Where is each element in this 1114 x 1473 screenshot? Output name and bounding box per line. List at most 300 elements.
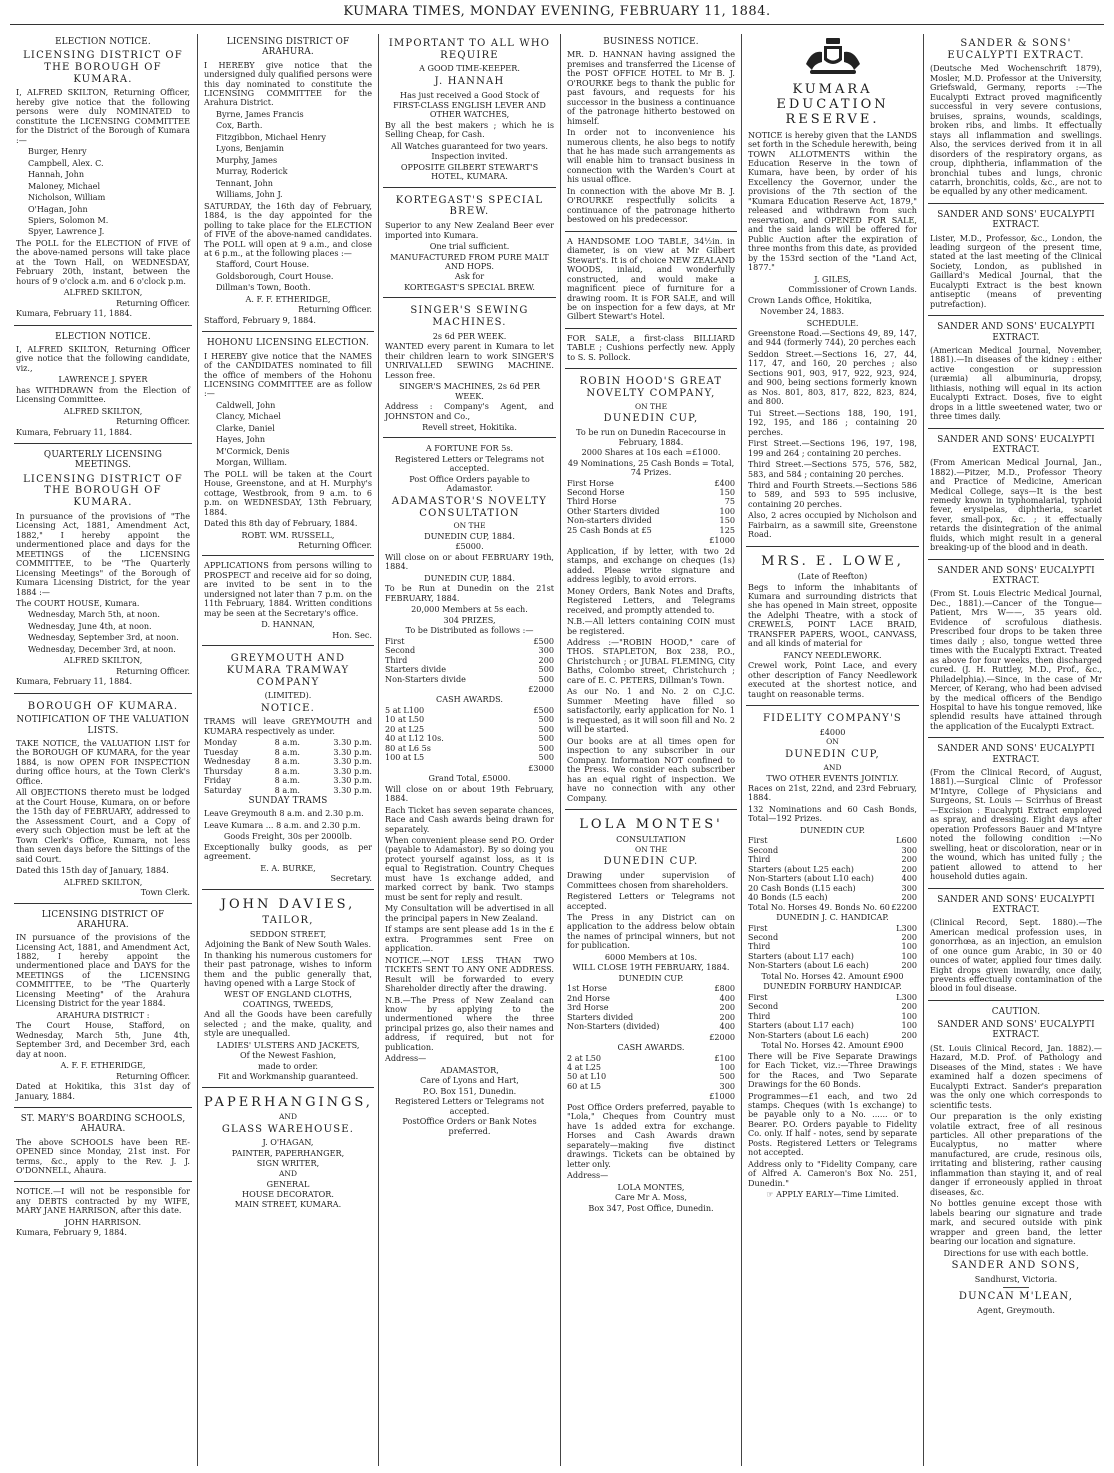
prize-label: First Horse: [567, 477, 614, 488]
signature-role: Returning Officer.: [116, 416, 190, 427]
ad-heading: HOHONU LICENSING ELECTION.: [207, 338, 369, 349]
ad-subheading: A GOOD TIME-KEEPER.: [419, 63, 520, 74]
prize-value: 200: [901, 863, 917, 874]
ad-body: Crewel work, Point Lace, and every other description of Fancy Needlework executed at the shortest notice, and taught on reasonable terms.: [748, 660, 917, 699]
pm-time: 3.30 p.m.: [333, 746, 372, 757]
prize-value: 150: [719, 515, 735, 526]
prize-value: L300: [896, 991, 917, 1002]
ad-subheading: 304 PRIZES,: [443, 614, 496, 625]
ad-heading: ELECTION NOTICE.: [55, 331, 151, 342]
prize-table: [567, 479, 735, 536]
masthead: KUMARA TIMES, MONDAY EVENING, FEBRUARY 11, 1884.: [10, 0, 1104, 25]
ad-heading: LICENSING DISTRICT OF ARAHURA.: [41, 909, 165, 930]
ad-body: AND: [279, 1168, 297, 1178]
prize-value: £400: [714, 477, 735, 488]
ad-body: N.B.—The Press of New Zealand can know by applying to the undermentioned where the three principal prizes go, also their names and address, if required, but not for publication.: [385, 994, 554, 1052]
valuation-lists: [14, 697, 192, 904]
ad-body: (From American Medical Journal, Jan., 1882).—Pitzer, M.D., Professor Theory and Practice of Medicine, American Medical College, says—It is the best remedy known in typhomalarial, typhoid fever, erysipelas, diphtheria, scarlet fever, small-pox, &c. ; it effectually retards the disintegration of the animal fluids, which might result in a general breaking-up of the blood and in death.: [930, 457, 1102, 553]
prize-total-row: [748, 903, 917, 912]
ad-body: SIGN WRITER,: [256, 1158, 320, 1169]
ad-subheading: KORTEGAST'S SPECIAL BREW.: [404, 281, 535, 292]
award-label: 50 at L10: [567, 1071, 607, 1082]
apply-early: [748, 1190, 917, 1199]
prize-value: £800: [714, 983, 735, 994]
ad-title: KORTEGAST'S SPECIAL BREW.: [395, 194, 544, 218]
ad-body: Our books are at all times open for inspection to any subscriber in our Company. Information NOT confined to the Press. We consider each subscriber has an equal right of inspection. We have no connection with any other Company.: [567, 735, 735, 803]
signature: ALFRED SKILTON,: [63, 876, 143, 887]
signature: A. F. F. ETHERIDGE,: [60, 1060, 146, 1071]
ad-body: The POLL for the ELECTION of FIVE of the above-named persons will take place at the Town Hall, on WEDNESDAY, February 20th, instant, between the hours of 9 o'clock a.m. and 6 o'clock p.m.: [16, 237, 190, 286]
candidate-name: Williams, John J.: [216, 189, 283, 200]
pm-time: 3.30 p.m.: [333, 765, 372, 776]
ad-title: NOTICE.: [260, 702, 316, 714]
ad-subheading: WILL CLOSE 19TH FEBRUARY, 1884.: [572, 962, 730, 973]
prize-label: Non-Starters (about L6 each): [748, 1029, 869, 1040]
ad-body: Address—: [567, 1170, 609, 1181]
prize-value: 400: [719, 1021, 735, 1032]
ad-body: GENERAL: [266, 1178, 310, 1189]
ad-body: As our No. 1 and No. 2 on C.J.C. Summer Meeting have filled so satisfactorily, early application for No. 1 is requested, as it will soon fill and No. 2 will be started.: [567, 686, 735, 735]
ad-body: Address—: [385, 1053, 427, 1064]
ad-title: KUMARA EDUCATION RESERVE.: [776, 82, 889, 128]
prize-label: Starters (about L25 each): [748, 863, 854, 874]
prize-total: Total No. Horses 42. Amount £900: [761, 1040, 904, 1051]
day: Saturday: [204, 784, 242, 795]
ad-body: 20,000 Members at 5s each.: [411, 604, 528, 615]
prize-value: 200: [719, 1002, 735, 1013]
candidate-name: Murphy, James: [216, 154, 278, 165]
ad-body: (St. Louis Clinical Record, Jan. 1882).—Hazard, M.D. Prof. of Pathology and Diseases of the Mind, states : We have examined half a dozen specimens of Eucalypti Extract. Sander's preparation was the only one which corresponds to scientific tests.: [930, 1042, 1102, 1110]
ad-subheading: OPPOSITE GILBERT STEWART'S HOTEL, KUMARA.: [400, 161, 539, 182]
day: Wednesday: [204, 756, 251, 767]
ad-body: If stamps are sent please add 1s in the £ extra. Programmes sent Free on application.: [385, 924, 554, 954]
prize-value: 200: [901, 932, 917, 942]
agent-location: Agent, Greymouth.: [977, 1304, 1055, 1315]
prize-value: 200: [538, 654, 554, 665]
prize-value: L600: [896, 835, 917, 846]
boarding-schools: [14, 1111, 192, 1182]
ad-body: Each Ticket has seven separate chances, Race and Cash awards being drawn for separately.: [385, 804, 554, 834]
ad-body: 2000 Shares at 10s each =£1000.: [581, 447, 721, 458]
prize-value: 500: [538, 664, 554, 675]
ad-body: Care of Lyons and Hart,: [420, 1075, 519, 1086]
ad-subheading: DUNEDIN FORBURY HANDICAP.: [763, 981, 902, 992]
royal-crest-icon: [798, 36, 868, 80]
prize-value: 400: [719, 992, 735, 1003]
robin-hood-company: [565, 372, 737, 810]
ad-body: The above SCHOOLS have been RE-OPENED since Monday, 21st inst. For terms, &c., apply to the Rev. J. J. O'DONNELL, Ahaura.: [16, 1136, 190, 1175]
ad-body: Crown Lands Office, Hokitika,: [748, 294, 872, 305]
award-label: 2 at L50: [567, 1052, 602, 1063]
award-value: £500: [533, 704, 554, 715]
ad-body: Address :—"ROBIN HOOD," care of THOS. STAPLETON, Box 238, P.O., Christchurch ; or JUBAL FLEMING, City Baths, Colombo street, Christchurch ; care of E. C. PETERS, Dillman's Town.: [567, 637, 735, 685]
ad-body: Care Mr A. Moss,: [614, 1192, 687, 1203]
ad-body: Will close on or about FEBRUARY 19th, 1884.: [385, 551, 554, 572]
schedule-item: Tui Street.—Sections 188, 190, 191, 192, 195, and 186 ; containing 20 perches.: [748, 407, 917, 437]
prize-label: Starters divided: [567, 1011, 634, 1022]
prize-label: Non-Starters (divided): [567, 1021, 660, 1032]
ad-subheading: 2s 6d PER WEEK.: [432, 330, 507, 341]
paperhangings: [202, 1091, 374, 1215]
ad-body: ON THE: [453, 521, 486, 531]
pm-time: 3.30 p.m.: [333, 784, 372, 795]
column-3: [383, 34, 556, 1466]
candidate-name: M'Cormick, Denis: [216, 445, 290, 456]
ad-heading: ELECTION NOTICE.: [55, 37, 151, 47]
ad-subheading: CASH AWARDS.: [617, 1042, 685, 1053]
candidate-name: LAWRENCE J. SPYER: [58, 374, 148, 385]
candidate-name: Clancy, Michael: [216, 411, 281, 422]
am-time: 8 a.m.: [274, 775, 300, 786]
ad-subheading: DUNEDIN CUP.: [799, 824, 866, 835]
ad-subheading: CASH AWARDS.: [436, 694, 503, 705]
prize-label: Non-Starters (about L10 each): [748, 873, 874, 884]
prize-value: 300: [538, 645, 554, 656]
quarterly-meetings: [14, 447, 192, 694]
prize-value: £500: [533, 635, 554, 646]
ad-title: ADAMASTOR'S NOVELTY CONSULTATION: [391, 495, 548, 519]
signature-role: Returning Officer.: [116, 1070, 190, 1081]
prize-value: 100: [901, 941, 917, 952]
ad-title: LICENSING DISTRICT OF THE BOROUGH OF KUMARA.: [23, 50, 183, 85]
signature: ALFRED SKILTON,: [63, 405, 143, 416]
candidate-name: Murray, Roderick: [216, 166, 288, 177]
ad-body: Our preparation is the only existing volatile extract, free of all resinous particles. All other preparations of the Eucalyptus, no matter where manufactured, are crude, resinous oils, irritating and blistering, rather causing inflammation than staying it, and of real danger if erroneously applied in throat diseases, &c.: [930, 1111, 1102, 1197]
prize-label: 1st Horse: [567, 983, 607, 994]
ad-date: Kumara, February 11, 1884.: [16, 426, 133, 437]
meeting-date: Wednesday, September 3rd, at noon.: [28, 632, 179, 643]
ad-body: My Consultation will be advertised in all the principal papers in New Zealand.: [385, 903, 554, 923]
column-rule: [378, 34, 379, 1466]
award-label: 100 at L5: [385, 752, 425, 763]
ad-body: Inspection invited.: [431, 151, 508, 162]
ad-subheading: DUNEDIN J. C. HANDICAP.: [776, 912, 889, 923]
ad-subheading: SEDDON STREET,: [249, 928, 327, 939]
am-time: 8 a.m.: [274, 784, 300, 795]
award-value: 100: [719, 1062, 735, 1073]
ad-body: To be run on Dunedin Racecourse in February, 1884.: [576, 427, 726, 447]
prize-label: Second: [385, 645, 416, 656]
debts-notice: [14, 1185, 192, 1243]
ad-body: FOR SALE, a first-class BILLIARD TABLE ; Cushions perfectly new. Apply to S. S. Pollock.: [567, 332, 735, 362]
award-label: 10 at L50: [385, 714, 425, 725]
prize-total: £2000: [709, 1031, 735, 1042]
ad-body: Fit and Workmanship guaranteed.: [217, 1071, 359, 1082]
ad-heading: QUARTERLY LICENSING MEETINGS.: [43, 450, 163, 471]
prize-label: First: [748, 991, 768, 1002]
ad-heading: NOTIFICATION OF THE VALUATION LISTS.: [16, 715, 190, 736]
pm-time: 3.30 p.m.: [333, 756, 372, 767]
candidate-name: Nicholson, William: [28, 192, 106, 203]
ad-body: Races on 21st, 22nd, and 23rd February, 1884.: [748, 782, 917, 803]
award-total: £1000: [709, 1091, 735, 1102]
ad-heading: CAUTION.: [991, 1006, 1041, 1017]
ad-body: The Press in any District can on application to the address below obtain the names of principal winners, but not for publication.: [567, 911, 735, 951]
ad-body: Revell street, Hokitika.: [422, 422, 517, 432]
ad-date: Stafford, February 9, 1884.: [204, 314, 316, 325]
ad-date: Dated at Hokitika, this 31st day of January, 1884.: [16, 1081, 190, 1101]
ad-body: SATURDAY, the 16th day of February, 1884, is the day appointed for the polling to take place for the ELECTION of FIVE of the above-named candidates. The POLL will open at 9 a.m., and close at 6 p.m., at the following places :—: [204, 200, 372, 258]
ad-subheading: £5000.: [455, 541, 484, 552]
business-notice: [565, 34, 737, 232]
ad-body: Superior to any New Zealand Beer ever imported into Kumara.: [385, 220, 554, 240]
tramway-company: [202, 649, 374, 890]
prize-label: Third: [748, 1010, 771, 1021]
ad-title: SANDER AND SONS' EUCALYPTI EXTRACT.: [937, 434, 1095, 455]
singer-machines: [383, 301, 556, 438]
cash-awards-table: [567, 1054, 735, 1092]
signature-role: Secretary.: [330, 873, 372, 884]
ad-title: SANDER & SONS' EUCALYPTI EXTRACT.: [947, 38, 1085, 61]
award-value: 500: [538, 742, 554, 753]
prize-label: Non-starters divided: [567, 515, 652, 526]
ad-body: Box 347, Post Office, Dunedin.: [588, 1202, 714, 1213]
ad-title: GREYMOUTH AND KUMARA TRAMWAY COMPANY: [226, 653, 350, 688]
prize-label: Third: [385, 654, 408, 665]
ad-title: SANDER AND SONS' EUCALYPTI EXTRACT.: [937, 565, 1095, 587]
prize-label: First: [385, 635, 405, 646]
schedule-item: Also, 2 acres occupied by Nicholson and Fairbairn, as a sawmill site, Greenstone Road.: [748, 510, 917, 540]
eucalypti-ad: [928, 207, 1104, 316]
ad-body: (Deutsche Med Wochenschrift 1879), Mosler, M.D. Professor at the University, Griefswald, Germany, reports :—The Eucalypti Extract proved magnificently successful in very severe contusions, bruises, sprains, wounds, scaldings, broken ribs, and limbs. It effectually stays all inflammation and swellings. Also, the services derived from it in all disorders of the respiratory organs, as croup, diphtheria, inflammation of the bronchial tubes and lungs, chronic catarrh, bronchitis, colds, &c., are not to be equalled by any other medicament.: [930, 63, 1102, 197]
table-row: [748, 903, 917, 912]
signature: ROBT. WM. RUSSELL,: [241, 529, 335, 540]
am-time: 8 a.m.: [274, 756, 300, 767]
ad-subheading: £4000: [819, 726, 846, 737]
candidate-name: Morgan, William.: [216, 457, 287, 468]
signature: ALFRED SKILTON,: [63, 287, 143, 298]
candidate-name: Lyons, Benjamin: [216, 143, 284, 154]
ad-body: MAIN STREET, KUMARA.: [234, 1199, 342, 1210]
signature: A. F. F. ETHERIDGE,: [245, 293, 331, 304]
ad-body: No bottles genuine except those with labels bearing our signature and trade mark, and secured outside with pink wrapper and green band, the letter bearing our location and signature.: [930, 1198, 1102, 1247]
table-row: [385, 675, 554, 684]
ad-subheading: A FORTUNE FOR 5s.: [425, 443, 514, 454]
ad-body: APPLICATIONS from persons willing to PROSPECT and receive aid for so doing, are invited to be sent in to the undersigned not later than 7 p.m. on the 11th February, 1884. Written conditions may be seen at the Secretary's office.: [204, 560, 372, 618]
table-row: [385, 753, 554, 762]
prize-value: 400: [901, 873, 917, 884]
ad-body: A HANDSOME LOO TABLE, 34½in. in diameter, is on view at Mr Gilbert Stewart's. It is of choice NEW ZEALAND WOODS, inlaid, and wonderfully constructed, and would make a magnificent piece of furniture for a drawing room. It is FOR SALE, and will be on inspection for a few days, at Mr Gilbert Stewart's Hotel.: [567, 235, 735, 322]
ad-body: Money Orders, Bank Notes and Drafts, Registered Letters, and Telegrams received, and promptly attended to.: [567, 585, 735, 615]
eucalypti-ad: [928, 432, 1104, 560]
ad-body: Application, if by letter, with two 2d stamps, and exchange on cheques (1s) added. Please write signature and address legibly, to avoid errors.: [567, 545, 735, 585]
ad-body: ON THE: [634, 844, 668, 854]
prize-value: 500: [538, 673, 554, 684]
adamastor-consultation: [383, 441, 556, 1141]
award-label: 60 at L5: [567, 1080, 602, 1091]
am-time: 8 a.m.: [274, 765, 300, 776]
ad-body: Programmes—£1 each, and two 2d stamps. Cheques (with 1s exchange) to be payable only to a No. ...... or to Bearer. P.O. Orders payable to Fidelity Co. only. If half - notes, send by separate Posts. Registered Letters or Telegrams not accepted.: [748, 1090, 917, 1158]
lola-montes-consultation: [565, 813, 737, 1218]
ad-subheading: TWO OTHER EVENTS JOINTLY.: [766, 772, 899, 783]
candidate-name: Spyer, Lawrence J.: [28, 226, 105, 237]
candidate-name: Maloney, Michael: [28, 180, 101, 191]
column-5: [746, 34, 919, 1466]
schedule-row: [204, 786, 372, 795]
ad-subheading: DUNEDIN CUP,: [603, 413, 699, 425]
prize-value: L300: [896, 922, 917, 933]
ad-body: 132 Nominations and 60 Cash Bonds, Total—192 Prizes.: [748, 803, 917, 824]
prize-label: Third: [748, 854, 771, 865]
prize-value: 300: [901, 844, 917, 855]
ad-body: Address : Company's Agent, and JOHNSTON and Co.,: [385, 401, 554, 421]
fidelity-company: [746, 709, 919, 1205]
ad-body: I HEREBY give notice that the NAMES of the CANDIDATES nominated to fill the office of members of the Hohonu LICENSING COMMITTEE are as follow :—: [204, 350, 372, 399]
signature-role: Returning Officer.: [116, 665, 190, 676]
ad-body: made to order.: [257, 1060, 318, 1071]
prize-value: 200: [901, 960, 917, 971]
ad-date: Kumara, February 9, 1884.: [16, 1227, 127, 1238]
ad-title: BOROUGH OF KUMARA.: [27, 700, 179, 712]
award-value: £100: [714, 1052, 735, 1063]
signature-role: Returning Officer.: [116, 297, 190, 308]
prize-table: [748, 836, 917, 902]
ad-body: PostOffice Orders or Bank Notes preferred.: [402, 1116, 537, 1136]
ad-body: Leave Kumara ... 8 a.m. and 2.30 p.m.: [204, 819, 361, 830]
pm-time: 3.30 p.m.: [333, 775, 372, 786]
education-reserve: [746, 34, 919, 547]
ad-body: P.O. Box 151, Dunedin.: [422, 1085, 517, 1096]
table-row: [748, 1031, 917, 1040]
pointing-hand-icon: ☞: [766, 1189, 777, 1200]
ad-body: When convenient please send P.O. Order (payable to Adamastor). By so doing you protect yourself against loss, as it is equal to Registration. Country Cheques must have 1s exchange added, and marked correct by bank. Two stamps must be sent for reply and result.: [385, 835, 554, 902]
candidate-name: O'Hagan, John: [28, 203, 88, 214]
ad-subheading: CONSULTATION: [616, 834, 686, 845]
apply-early-text: APPLY EARLY—Time Limited.: [776, 1189, 899, 1200]
candidate-name: Fitzgibbon, Michael Henry: [216, 131, 326, 142]
ad-body: In connection with the above Mr B. J. O'ROURKE respectfully solicits a continuance of the patronage hitherto bestowed on his predecessor.: [567, 185, 735, 225]
table-row: [567, 526, 735, 535]
prize-label: Second: [748, 1001, 779, 1012]
ad-body: Adjoining the Bank of New South Wales.: [204, 939, 372, 950]
prize-label: Third Horse: [567, 496, 617, 507]
signature: E. A. BURKE,: [260, 862, 316, 873]
ad-body: AND: [823, 762, 842, 772]
ad-body: Of the Newest Fashion,: [239, 1050, 337, 1061]
prize-label: Third: [748, 941, 771, 952]
signature-role: Commissioner of Crown Lands.: [788, 284, 917, 295]
prize-label: Second Horse: [567, 486, 625, 497]
ad-body: All Watches guaranteed for two years.: [391, 140, 548, 151]
polling-place: Goldsborough, Court House.: [216, 270, 334, 281]
prospecting-applications: [202, 559, 374, 646]
award-label: 40 at L12 10s.: [385, 733, 444, 744]
ad-body: has WITHDRAWN from the Election of Licensing Committee.: [16, 384, 190, 405]
ad-subheading: DUNEDIN CUP.: [603, 856, 699, 868]
ad-title: SANDER AND SONS' EUCALYPTI EXTRACT.: [937, 1020, 1095, 1041]
ad-subheading: WEST OF ENGLAND CLOTHS, COATINGS, TWEEDS,: [224, 989, 352, 1009]
ad-body: Has just received a Good Stock of: [400, 89, 539, 100]
prize-total: £2000: [528, 683, 554, 694]
ad-body: I, ALFRED SKILTON, Returning Officer give notice that the following candidate, viz.,: [16, 343, 190, 373]
table-row: [385, 646, 554, 655]
signature-role: Returning Officer.: [298, 304, 372, 315]
ad-body: Post Office Orders payable to Adamastor.: [409, 473, 530, 494]
ad-heading: ST. MARY'S BOARDING SCHOOLS, AHAURA.: [20, 1114, 186, 1135]
ad-subheading: DUNEDIN CUP,: [785, 749, 880, 761]
ad-body: Ask for: [454, 271, 485, 282]
ad-subheading: TAILOR,: [262, 914, 314, 926]
column-4: [565, 34, 737, 1466]
ad-body: NOTICE is hereby given that the LANDS set forth in the Schedule herewith, being TOWN ALLOTMENTS within the Education Reserve in the town of Kumara, have been, by order of his Excellency the Governor, under the provisions of the 7th section of the "Kumara Education Reserve Act, 1879," released and withdrawn from such reservation, and OPENED FOR SALE, and the said lands will be offered for Public Auction after the expiration of three months from this date, as provided by the 153rd section of the "Land Act, 1877.": [748, 129, 917, 273]
am-time: 8 a.m.: [274, 737, 300, 748]
arahura-meetings: [14, 907, 192, 1109]
ad-subheading: LOLA MONTES,: [617, 1181, 685, 1192]
ad-body: In order not to inconvenience his numerous clients, he also begs to notify that he has made such arrangements as will enable him to transact business in connection with the Warden's Court at his usual office.: [567, 127, 735, 185]
ad-subheading: GLASS WAREHOUSE.: [221, 1123, 355, 1135]
award-label: 4 at L25: [567, 1062, 602, 1073]
eucalypti-ad: [928, 892, 1104, 1001]
eucalypti-ad: [928, 34, 1104, 204]
ad-body: Registered Letters or Telegrams not accepted.: [567, 891, 735, 911]
schedule-item: Seddon Street.—Sections 16, 27, 44, 117, 47, and 160, 20 perches ; also Sections 901, 903, 917, 922, 923, 924, and 900, being sections formerly known as Nos. 801, 803, 817, 822, 823, 824, and 800.: [748, 348, 917, 407]
ad-body: Drawing under supervision of Committees chosen from shareholders.: [567, 870, 735, 890]
prize-label: 25 Cash Bonds at £5: [567, 524, 652, 535]
loo-table-sale: [565, 235, 737, 329]
prize-label: 40 Bonds (L5 each): [748, 892, 828, 903]
prize-label: Non-Starters divide: [385, 673, 466, 684]
schedule-item: Greenstone Road.—Sections 49, 89, 147, and 944 (formerly 744), 20 perches each: [748, 327, 917, 348]
am-time: 8 a.m.: [274, 746, 300, 757]
ad-body: WANTED every parent in Kumara to let their children learn to work SINGER'S UNRIVALLED SEWING MACHINE. Lesson free.: [385, 341, 554, 380]
election-notice-1: [14, 34, 192, 326]
hohonu-election: [202, 335, 374, 556]
ad-subheading: (Late of Reefton): [797, 571, 868, 582]
prize-label: Non-Starters (about L6 each): [748, 960, 869, 971]
candidate-name: Clarke, Daniel: [216, 422, 275, 433]
prize-label: Starters (about L17 each): [748, 950, 854, 961]
ad-title: J. HANNAH: [434, 75, 505, 87]
cash-awards-table: [385, 706, 554, 763]
ad-subheading: DUNEDIN CUP, 1884.: [424, 572, 515, 583]
ad-body: N.B.—All letters containing COIN must be registered.: [567, 616, 735, 636]
signature: SANDER AND SONS,: [951, 1260, 1081, 1272]
ad-subheading: FIRST-CLASS ENGLISH LEVER AND OTHER WATCHES,: [393, 100, 546, 120]
ad-subheading: (LIMITED).: [264, 690, 312, 701]
prize-value: 150: [719, 486, 735, 497]
column-rule: [560, 34, 561, 1466]
candidate-name: Cox, Barth.: [216, 120, 263, 131]
ad-subheading: ADAMASTOR,: [440, 1064, 499, 1075]
ad-body: Registered Letters or Telegrams not accepted.: [394, 453, 545, 474]
candidate-name: Tennant, John: [216, 177, 273, 188]
signature-role: Town Clerk.: [140, 887, 190, 898]
divider: [1003, 1287, 1029, 1288]
ad-body: To be Distributed as follows :—: [405, 625, 534, 636]
candidate-name: Hayes, John: [216, 434, 266, 445]
prize-table: [748, 924, 917, 971]
prize-value: 100: [901, 950, 917, 961]
ad-title: SANDER AND SONS' EUCALYPTI EXTRACT.: [937, 322, 1095, 343]
ad-body: Dated this 15th day of January, 1884.: [16, 865, 169, 876]
prize-label: 3rd Horse: [567, 1002, 609, 1013]
schedule-item: Third and Fourth Streets.—Sections 586 to 589, and 593 to 595 inclusive, containing 20 perches.: [748, 480, 917, 509]
ad-body: Exceptionally bulky goods, as per agreement.: [204, 841, 372, 862]
ad-body: Registered Letters or Telegrams not accepted.: [394, 1096, 545, 1116]
ad-body: 49 Nominations, 25 Cash Bonds = Total, 74 Prizes.: [567, 457, 735, 478]
ad-subheading: ARAHURA DISTRICT :: [56, 1009, 150, 1020]
ad-subheading: SCHEDULE.: [806, 317, 859, 328]
ad-body: IN pursuance of the provisions of the Licensing Act, 1881, and Amendment Act, 1882, I hereby appoint the undermentioned place and DAYS for the MEETINGS of the LICENSING COMMITTEE, to be "The Quarterly Licensing Meeting" of the Arahura Licensing District for the year 1884.: [16, 932, 190, 1009]
day: Friday: [204, 775, 231, 786]
ad-body: Post Office Orders preferred, payable to "Lola," Cheques from Country must have 1s added extra for exchange. Horses and Cash Awards drawn separately—making five distinct drawings. Tickets can be obtained by letter only.: [567, 1101, 735, 1169]
prize-value: 200: [901, 1001, 917, 1012]
ad-body: AND: [279, 1111, 297, 1121]
ad-subheading: SINGER'S MACHINES, 2s 6d PER WEEK.: [399, 381, 540, 401]
ad-body: In thanking his numerous customers for their past patronage, wishes to inform them and the public generally that, having opened with a Large Stock of: [204, 949, 372, 988]
ad-body: Goods Freight, 30s per 2000lb.: [223, 831, 353, 842]
column-rule: [923, 34, 924, 1466]
